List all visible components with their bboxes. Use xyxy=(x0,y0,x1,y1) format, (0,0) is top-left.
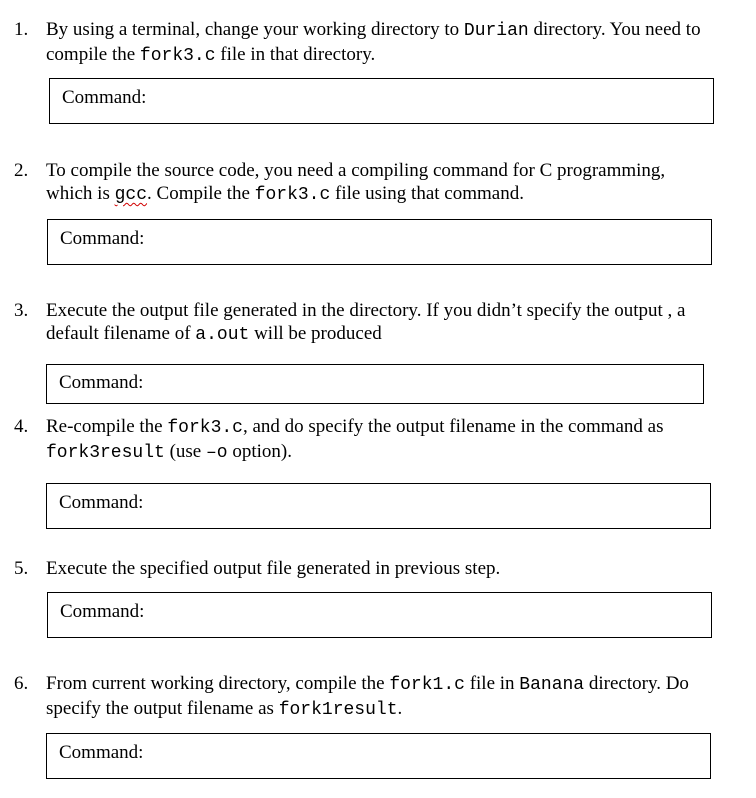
text-segment: directory. You need to compile the xyxy=(46,19,701,65)
text-segment: . Compile the xyxy=(147,183,255,204)
question-number: 2. xyxy=(14,160,29,181)
text-segment: file in that directory. xyxy=(215,44,376,65)
code-segment: –o xyxy=(205,443,228,463)
command-label: Command: xyxy=(59,742,144,763)
code-segment: fork3result xyxy=(46,443,165,463)
question-text xyxy=(46,415,714,465)
text-segment: Execute the output file generated in the directory. If you didn’t specify the output , a default filename of xyxy=(46,300,686,344)
question-4 xyxy=(14,415,714,465)
question-number: 5. xyxy=(14,558,29,579)
code-segment: fork3.c xyxy=(254,185,331,205)
text-segment: file using that command. xyxy=(330,183,524,204)
code-segment: fork1result xyxy=(278,700,398,720)
text-segment: From current working directory, compile the xyxy=(46,673,390,694)
code-segment: Durian xyxy=(463,21,529,41)
answer-box-2[interactable] xyxy=(47,219,712,265)
text-segment: By using a terminal, change your working directory to xyxy=(46,19,464,40)
question-6 xyxy=(14,672,714,722)
code-segment: Banana xyxy=(519,675,585,695)
text-segment: directory. Do specify the output filename as xyxy=(46,673,689,719)
answer-box-6[interactable] xyxy=(46,733,711,779)
question-text: Execute the specified output file generated in previous step. xyxy=(46,558,501,579)
question-text xyxy=(46,159,714,207)
code-segment: fork1.c xyxy=(389,675,465,695)
command-label: Command: xyxy=(60,228,145,249)
question-1 xyxy=(14,18,714,68)
command-label: Command: xyxy=(60,601,145,622)
question-text xyxy=(46,18,714,68)
code-segment: a.out xyxy=(195,325,250,345)
question-number: 6. xyxy=(14,673,29,694)
answer-box-4[interactable] xyxy=(46,483,711,529)
command-label: Command: xyxy=(59,372,144,393)
text-segment: . xyxy=(397,698,403,719)
text-segment: (use xyxy=(164,441,206,462)
text-segment: will be produced xyxy=(249,323,382,344)
question-number: 3. xyxy=(14,300,29,321)
question-2 xyxy=(14,159,714,207)
code-segment: fork3.c xyxy=(167,418,243,438)
question-text xyxy=(46,299,714,347)
answer-box-5[interactable] xyxy=(47,592,712,638)
text-segment: option). xyxy=(227,441,292,462)
answer-box-1[interactable] xyxy=(49,78,714,124)
text-segment: To compile the source code, you need a compiling command for C programming, which is xyxy=(46,160,666,204)
question-3 xyxy=(14,299,714,347)
command-label: Command: xyxy=(62,87,147,108)
text-segment: Re-compile the xyxy=(46,416,168,437)
text-segment: file in xyxy=(464,673,520,694)
question-text xyxy=(46,672,714,722)
question-number: 1. xyxy=(14,19,29,40)
code-segment: gcc xyxy=(114,185,148,205)
text-segment: , and do specify the output filename in the command as xyxy=(242,416,664,437)
question-number: 4. xyxy=(14,416,29,437)
answer-box-3[interactable] xyxy=(46,364,704,404)
code-segment: fork3.c xyxy=(139,46,216,66)
question-5 xyxy=(14,557,714,580)
command-label: Command: xyxy=(59,492,144,513)
